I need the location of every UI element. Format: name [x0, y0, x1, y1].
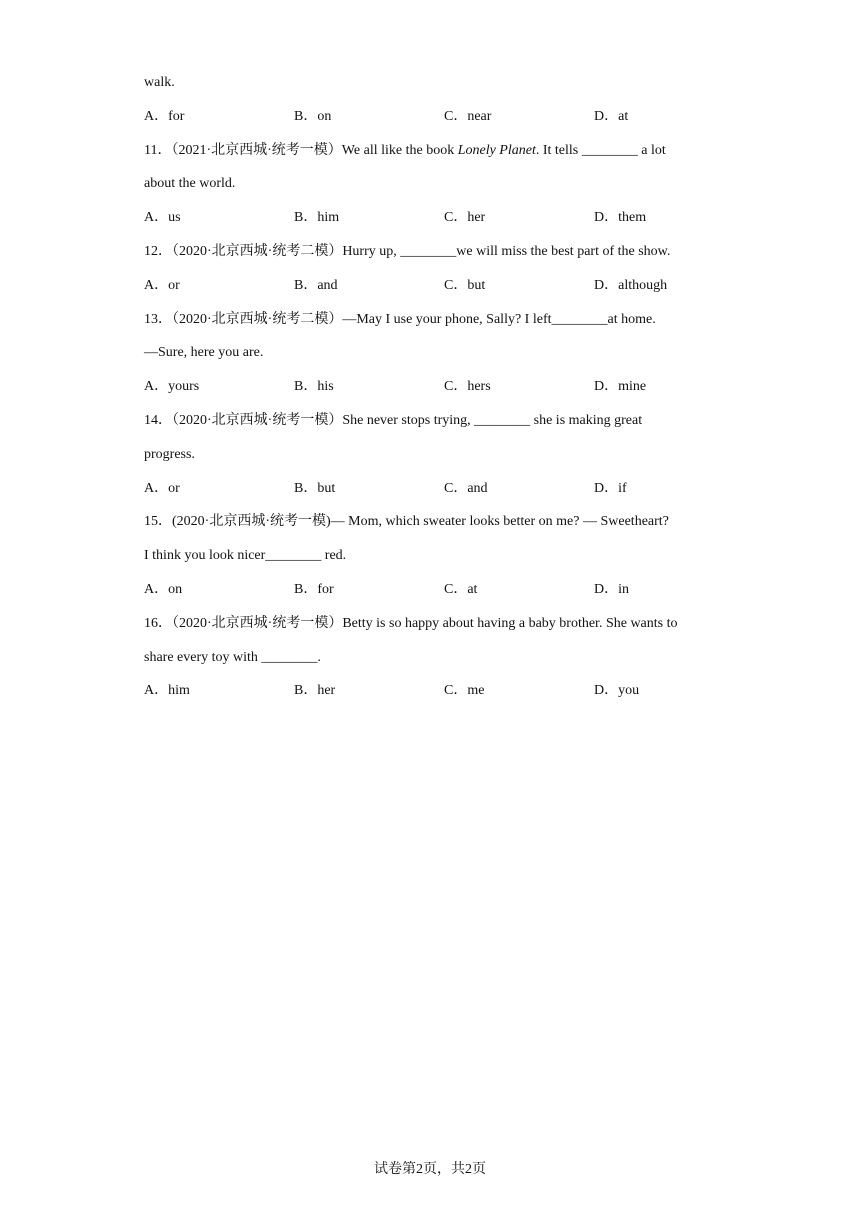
- question-16-options: [144, 681, 724, 715]
- option-b: B．and: [294, 277, 338, 293]
- option-a: A．us: [144, 210, 181, 226]
- option-a: A．or: [144, 480, 180, 496]
- book-title: Lonely Planet: [457, 142, 536, 158]
- exam-content: [144, 73, 724, 715]
- option-d: D．mine: [594, 379, 647, 395]
- question-13: 13．（2020·北京西城·统考二模）—May I use your phone, Sally? I left________at home.: [144, 311, 656, 327]
- option-b: B．but: [294, 480, 336, 496]
- option-a: A．on: [144, 581, 183, 597]
- question-15-options: [144, 580, 724, 614]
- question-13-continuation: —Sure, here you are.: [144, 345, 264, 361]
- question-10-continuation: walk.: [144, 75, 175, 90]
- question-13-options: [144, 377, 724, 411]
- option-c: C．and: [444, 480, 488, 496]
- option-c: C．her: [444, 210, 486, 226]
- question-15-continuation: I think you look nicer________ red.: [144, 548, 347, 564]
- option-b: B．on: [294, 108, 332, 124]
- option-d: D．if: [594, 480, 627, 496]
- question-15: 15．(2020·北京西城·统考一模)— Mom, which sweater looks better on me? — Sweetheart?: [144, 514, 669, 530]
- option-d: D．them: [594, 210, 647, 226]
- option-b: B．her: [294, 683, 336, 699]
- question-12-options: [144, 276, 724, 310]
- question-16: 16．（2020·北京西城·统考一模）Betty is so happy about having a baby brother. She wants to: [144, 615, 678, 631]
- option-c: C．hers: [444, 379, 491, 395]
- question-14: 14．（2020·北京西城·统考一模）She never stops trying, ________ she is making great: [144, 412, 643, 428]
- option-d: D．in: [594, 581, 629, 597]
- question-11-suffix: . It tells ________ a lot: [535, 142, 666, 158]
- question-11-continuation: about the world.: [144, 176, 236, 192]
- option-a: A．yours: [144, 379, 200, 395]
- option-c: C．near: [444, 108, 492, 124]
- question-11-prefix: 11．（2021·北京西城·统考一模）We all like the book: [144, 142, 458, 158]
- question-14-continuation: progress.: [144, 446, 195, 462]
- option-c: C．at: [444, 581, 478, 597]
- question-12: 12．（2020·北京西城·统考二模）Hurry up, ________we will miss the best part of the show.: [144, 243, 671, 259]
- option-c: C．but: [444, 277, 486, 293]
- question-11: [144, 141, 724, 175]
- option-d: D．at: [594, 108, 629, 124]
- option-d: D．although: [594, 277, 668, 293]
- question-14-options: [144, 479, 724, 513]
- page-footer: 试卷第2页，共2页: [374, 1162, 486, 1177]
- option-c: C．me: [444, 683, 485, 699]
- option-d: D．you: [594, 683, 640, 699]
- option-b: B．his: [294, 379, 334, 395]
- option-b: B．him: [294, 210, 340, 226]
- option-b: B．for: [294, 581, 334, 597]
- question-10-options: [144, 107, 724, 141]
- question-16-continuation: share every toy with ________.: [144, 649, 321, 665]
- option-a: A．him: [144, 683, 190, 699]
- option-a: A．or: [144, 277, 180, 293]
- question-11-options: [144, 208, 724, 242]
- option-a: A．for: [144, 108, 185, 124]
